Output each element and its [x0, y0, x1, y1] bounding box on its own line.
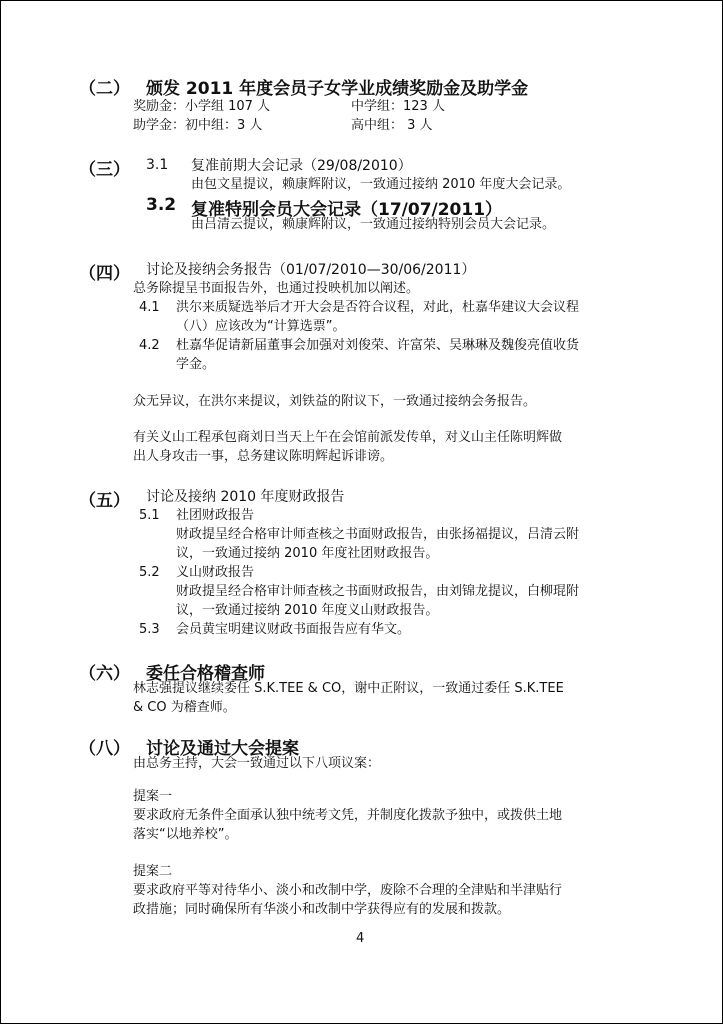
item-3-1-label: 3.1	[146, 157, 169, 173]
section-5-title: 讨论及接纳 2010 年度财政报告	[146, 489, 345, 505]
item-3-2-label: 3.2	[146, 195, 177, 215]
section-2-line-1b: 中学组：123 人	[351, 99, 445, 114]
item-5-2-label: 5.2	[139, 565, 160, 580]
item-5-1-line-1: 财政提呈经合格审计师查核之书面财政报告，由张扬福提议，吕清云附	[176, 527, 580, 542]
section-4-para-1: 众无异议，在洪尔来提议，刘铁益的附议下，一致通过接纳会务报告。	[133, 394, 537, 409]
item-5-1-line-2: 议，一致通过接纳 2010 年度社团财政报告。	[176, 546, 439, 561]
item-3-2-title: 复准特别会员大会记录（17/07/2011）	[191, 200, 503, 220]
item-3-2-text: 由吕清云提议，赖康辉附议，一致通过接纳特别会员大会记录。	[191, 217, 556, 232]
section-2-line-2b: 高中组： 3 人	[351, 118, 433, 133]
proposal-2-line-2: 政措施；同时确保所有华淡小和改制中学获得应有的发展和拨款。	[133, 902, 511, 917]
section-4-para-2-line-1: 有关义山工程承包商刘日当天上午在会馆前派发传单，对义山主任陈明辉做	[133, 430, 563, 445]
section-8-number: （八）	[79, 739, 130, 759]
section-4-intro: 总务除提呈书面报告外，也通过投映机加以阐述。	[133, 281, 420, 296]
item-4-2-line-1: 杜嘉华促请新届董事会加强对刘俊荣、许富荣、吴琳琳及魏俊亮值收货	[176, 338, 580, 353]
section-5-number: （五）	[79, 491, 130, 511]
proposal-2-title: 提案二	[133, 864, 173, 879]
item-5-3-text: 会员黄宝明建议财政书面报告应有华文。	[176, 622, 411, 637]
item-4-1-label: 4.1	[139, 300, 160, 315]
section-4-para-2-line-2: 出人身攻击一事，总务建议陈明辉起诉诽谤。	[133, 449, 394, 464]
item-4-2-label: 4.2	[139, 338, 160, 353]
section-3-number: （三）	[79, 160, 130, 180]
item-4-1-line-1: 洪尔来质疑选举后才开大会是否符合议程，对此，杜嘉华建议大会议程	[176, 300, 580, 315]
section-8-intro: 由总务主持，大会一致通过以下八项议案：	[133, 756, 381, 771]
section-6-line-1: 林志强提议继续委任 S.K.TEE & CO，谢中正附议，一致通过委任 S.K.TEE	[133, 681, 564, 696]
proposal-2-line-1: 要求政府平等对待华小、淡小和改制中学，废除不合理的全津贴和半津贴行	[133, 883, 563, 898]
section-2-line-1a: 奖励金：小学组 107 人	[133, 99, 271, 114]
section-4-title: 讨论及接纳会务报告（01/07/2010—30/06/2011）	[146, 262, 476, 278]
item-5-1-title: 社团财政报告	[176, 508, 255, 523]
proposal-1-line-2: 落实“以地养校”。	[133, 827, 238, 842]
section-6-title: 委任合格稽查师	[146, 664, 265, 684]
page-number: 4	[356, 931, 365, 946]
section-6-number: （六）	[79, 664, 130, 684]
item-5-2-line-1: 财政提呈经合格审计师查核之书面财政报告，由刘锦龙提议，白柳琨附	[176, 584, 580, 599]
section-2-title: 颁发 2011 年度会员子女学业成绩奖励金及助学金	[146, 79, 529, 99]
item-5-1-label: 5.1	[139, 508, 160, 523]
section-2-number: （二）	[79, 79, 130, 99]
section-8-title: 讨论及通过大会提案	[146, 739, 299, 759]
item-5-2-title: 义山财政报告	[176, 565, 255, 580]
item-4-2-line-2: 学金。	[176, 357, 216, 372]
item-4-1-line-2: （八）应该改为“计算选票”。	[176, 319, 346, 334]
item-5-3-label: 5.3	[139, 622, 160, 637]
section-6-line-2: & CO 为稽查师。	[133, 700, 236, 715]
section-4-number: （四）	[79, 264, 130, 284]
item-3-1-text: 由包文星提议，赖康辉附议，一致通过接纳 2010 年度大会记录。	[191, 177, 571, 192]
section-2-line-2a: 助学金：初中组：3 人	[133, 118, 263, 133]
item-5-2-line-2: 议，一致通过接纳 2010 年度义山财政报告。	[176, 603, 439, 618]
item-3-1-title: 复准前期大会记录（29/08/2010）	[191, 158, 412, 174]
proposal-1-line-1: 要求政府无条件全面承认独中统考文凭，并制度化拨款予独中，或拨供土地	[133, 808, 563, 823]
proposal-1-title: 提案一	[133, 789, 173, 804]
